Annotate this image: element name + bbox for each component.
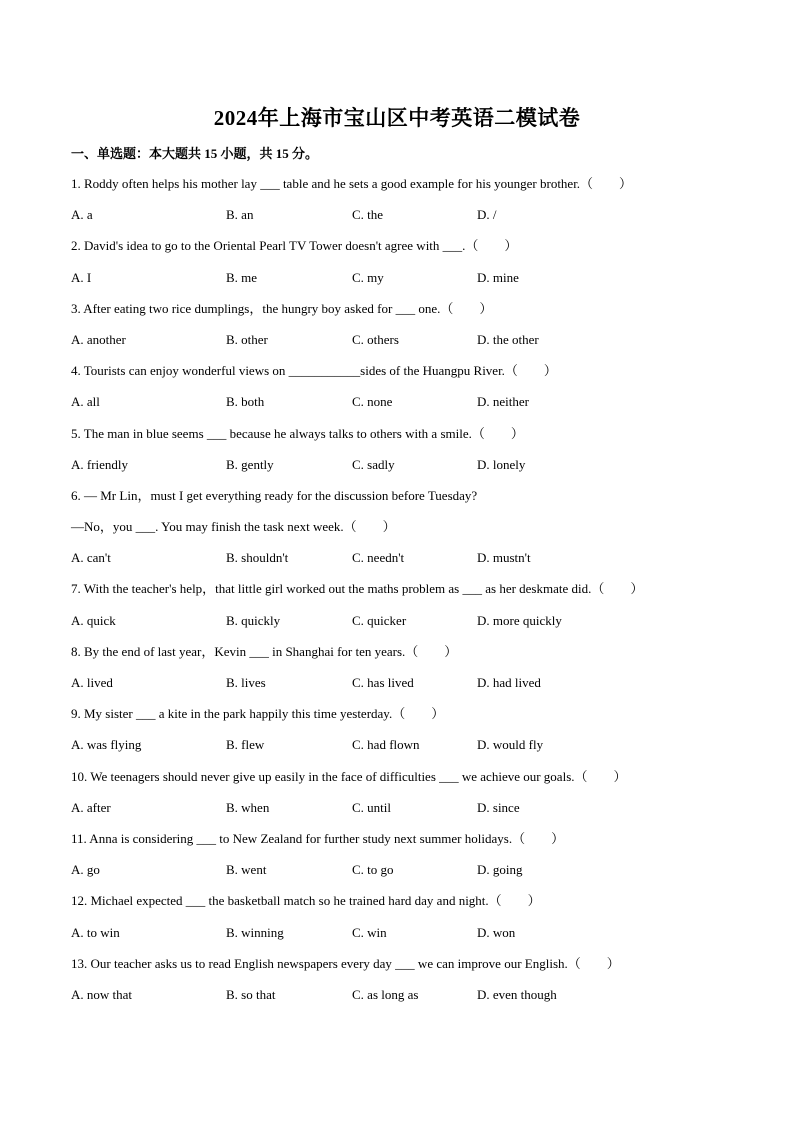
option-a: A. lived: [71, 675, 113, 690]
option-row: [71, 985, 731, 1016]
option-a: A. go: [71, 862, 100, 878]
question-4: [71, 361, 731, 423]
option-a: A. now that: [71, 986, 133, 1002]
option-b: B. when: [226, 799, 270, 815]
question-stem: 8. By the end of last year，Kevin ___ in Shanghai for ten years.（ ）: [71, 643, 458, 659]
option-d: D. lonely: [477, 456, 526, 472]
option-row: [71, 268, 731, 299]
question-list: [71, 174, 731, 1016]
option-a: A. all: [71, 394, 100, 410]
option-c: C. had flown: [352, 737, 420, 753]
option-d: D. neither: [477, 394, 529, 410]
option-d: D. the other: [477, 331, 539, 347]
option-c: C. none: [352, 394, 393, 410]
option-c: C. the: [352, 207, 384, 223]
option-a: A. after: [71, 799, 111, 815]
question-9: [71, 704, 731, 766]
option-a: A. I: [71, 269, 92, 285]
option-c: C. as long as: [352, 986, 419, 1002]
option-row: [71, 673, 731, 704]
option-b: B. an: [226, 207, 254, 223]
question-1: [71, 174, 731, 236]
question-10: [71, 767, 731, 829]
option-row: [71, 548, 731, 579]
option-d: D. more quickly: [477, 612, 562, 628]
option-row: [71, 205, 731, 236]
option-b: B. shouldn't: [226, 550, 289, 566]
question-stem: 10. We teenagers should never give up easily in the face of difficulties ___ we achieve our goals.（ ）: [71, 768, 627, 784]
question-stem: 7. With the teacher's help，that little girl worked out the maths problem as ___ as her deskmate did.（ ）: [71, 581, 644, 597]
section-heading: 一、单选题：本大题共 15 小题，共 15 分。: [71, 146, 319, 161]
option-b: B. both: [226, 394, 265, 410]
option-a: A. was flying: [71, 737, 142, 753]
option-a: A. quick: [71, 612, 116, 628]
option-row: [71, 923, 731, 954]
option-b: B. flew: [226, 737, 265, 753]
question-stem-reply: —No，you ___. You may finish the task next week.（ ）: [71, 519, 396, 535]
option-b: B. me: [226, 269, 258, 285]
question-stem: 9. My sister ___ a kite in the park happily this time yesterday.（ ）: [71, 706, 445, 722]
option-row: [71, 455, 731, 486]
question-6: [71, 486, 731, 580]
option-d: D. even though: [477, 986, 557, 1002]
option-c: C. others: [352, 331, 399, 347]
option-c: C. my: [352, 269, 384, 285]
option-row: [71, 611, 731, 642]
option-b: B. went: [226, 862, 267, 878]
option-c: C. win: [352, 924, 387, 940]
option-a: A. friendly: [71, 456, 129, 472]
question-13: [71, 954, 731, 1016]
option-a: A. a: [71, 207, 93, 223]
question-3: [71, 299, 731, 361]
question-2: [71, 236, 731, 298]
option-b: B. other: [226, 331, 268, 347]
question-8: [71, 642, 731, 704]
option-c: C. sadly: [352, 456, 395, 472]
question-stem: 3. After eating two rice dumplings，the hungry boy asked for ___ one.（ ）: [71, 300, 493, 316]
option-d: D. would fly: [477, 737, 544, 753]
option-d: D. /: [477, 207, 497, 223]
option-c: C. has lived: [352, 675, 414, 690]
option-c: C. until: [352, 799, 392, 815]
question-stem: 1. Roddy often helps his mother lay ___ table and he sets a good example for his younger brother.（ ）: [71, 176, 633, 191]
option-c: C. needn't: [352, 550, 405, 566]
option-a: A. can't: [71, 550, 111, 566]
option-row: [71, 735, 731, 766]
option-d: D. since: [477, 799, 520, 815]
option-b: B. so that: [226, 986, 276, 1002]
option-b: B. lives: [226, 675, 266, 690]
option-d: D. mustn't: [477, 550, 531, 566]
question-7: [71, 579, 731, 641]
option-d: D. mine: [477, 269, 519, 285]
option-b: B. winning: [226, 924, 284, 940]
question-11: [71, 829, 731, 891]
option-row: [71, 860, 731, 891]
option-a: A. to win: [71, 924, 120, 940]
question-stem: 6. — Mr Lin，must I get everything ready for the discussion before Tuesday?: [71, 487, 478, 503]
option-row: [71, 798, 731, 829]
question-stem: 4. Tourists can enjoy wonderful views on ___________sides of the Huangpu River.（ ）: [71, 363, 557, 379]
option-d: D. going: [477, 862, 523, 878]
page-title: 2024年上海市宝山区中考英语二模试卷: [213, 106, 581, 130]
option-d: D. won: [477, 924, 516, 940]
question-5: [71, 424, 731, 486]
option-b: B. quickly: [226, 612, 281, 628]
option-row: [71, 392, 731, 423]
question-stem: 2. David's idea to go to the Oriental Pearl TV Tower doesn't agree with ___.（ ）: [71, 238, 518, 254]
option-d: D. had lived: [477, 675, 541, 690]
option-b: B. gently: [226, 456, 274, 472]
option-a: A. another: [71, 331, 126, 347]
question-stem: 5. The man in blue seems ___ because he always talks to others with a smile.（ ）: [71, 425, 524, 441]
option-c: C. quicker: [352, 612, 407, 628]
question-stem: 13. Our teacher asks us to read English newspapers every day ___ we can improve our English.（ ）: [71, 955, 620, 971]
question-stem: 12. Michael expected ___ the basketball match so he trained hard day and night.（ ）: [71, 893, 541, 909]
option-c: C. to go: [352, 862, 394, 878]
question-12: [71, 891, 731, 953]
question-stem: 11. Anna is considering ___ to New Zealand for further study next summer holidays.（ ）: [71, 830, 565, 846]
option-row: [71, 330, 731, 361]
